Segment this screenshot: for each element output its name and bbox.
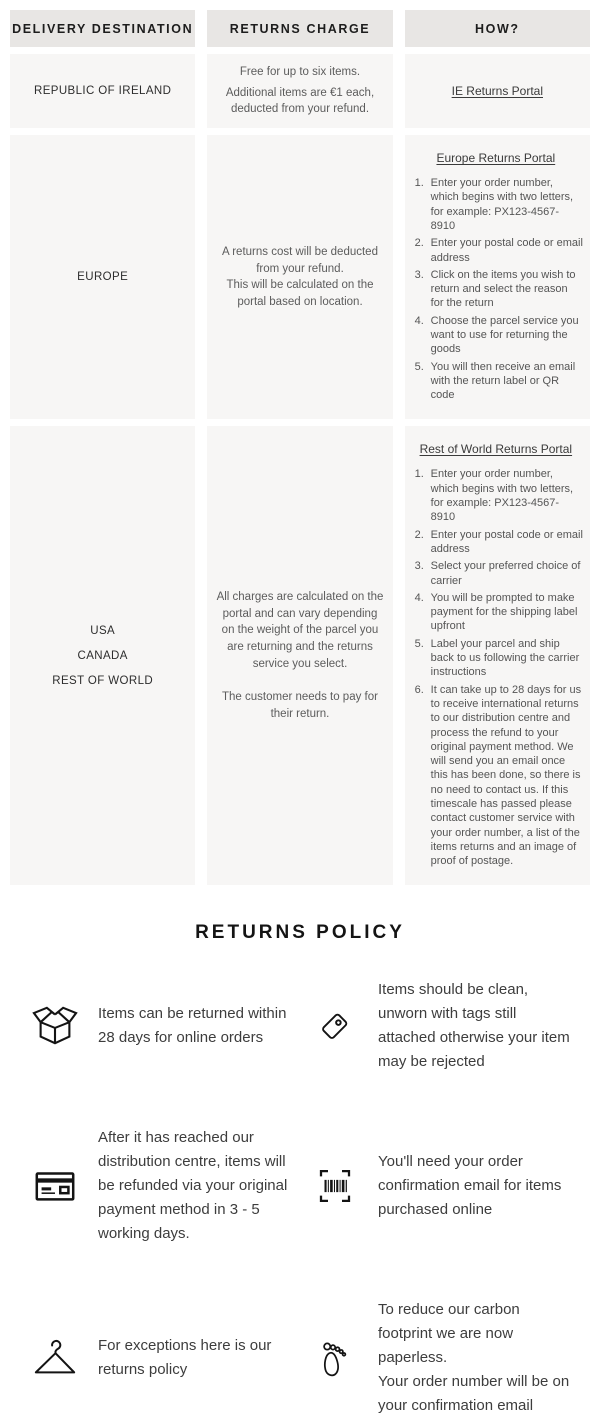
charge-line: This will be calculated on the portal based on location. (226, 279, 374, 308)
policy-text (378, 978, 578, 1074)
cell-how-ireland (405, 54, 590, 128)
col-header-returns-charge: RETURNS CHARGE (207, 10, 392, 47)
policy-item-clean-unworn (312, 978, 578, 1074)
price-tag-icon (312, 1005, 358, 1047)
cell-how-europe (405, 135, 590, 419)
charge-line: All charges are calculated on the portal and can vary depending on the weight of the parcel you are returning and the returns service you select. (216, 591, 384, 670)
step-item: Label your parcel and ship back to us following the carrier instructions (430, 637, 580, 679)
barcode-icon (312, 1165, 358, 1207)
policy-item-order-confirmation (312, 1150, 578, 1222)
step-item: It can take up to 28 days for us to receive international returns to our distribution centre and process the refund to your original payment method. We will send you an email once this has been done, so there is no need to contact us. If this timescale has passed please contact customer service with your order number, a list of the items returns and an image of proof of postage. (430, 683, 582, 868)
cell-how-rest-of-world (405, 426, 590, 885)
step-item: Select your preferred choice of carrier (430, 560, 581, 587)
step-item: Click on the items you wish to return and select the reason for the return (430, 268, 576, 310)
step-item: Choose the parcel service you want to use for returning the goods (430, 314, 579, 356)
europe-returns-steps (409, 176, 583, 402)
policy-line: After it has reached our distribution centre, items will be refunded via your original payment method in 3 - 5 working days. (98, 1129, 288, 1243)
policy-text (98, 1126, 298, 1246)
policy-line: Items can be returned within 28 days for online orders (98, 1005, 287, 1047)
credit-card-icon (32, 1163, 78, 1209)
destination-label: REPUBLIC OF IRELAND (34, 85, 172, 97)
policy-text (98, 1334, 298, 1382)
cell-destination-ireland (10, 54, 195, 128)
policy-line: For exceptions here is our returns policy (98, 1337, 272, 1379)
policy-text (98, 1002, 298, 1050)
cell-destination-europe (10, 135, 195, 419)
cell-charge-ireland (207, 54, 392, 128)
rest-of-world-returns-portal-link[interactable]: Rest of World Returns Portal (419, 442, 573, 457)
policy-line: You'll need your order confirmation email for items purchased online (378, 1153, 562, 1219)
returns-policy-grid (0, 978, 600, 1418)
cell-destination-rest-of-world (10, 426, 195, 885)
destination-label: CANADA (77, 649, 128, 662)
ie-returns-portal-link[interactable]: IE Returns Portal (451, 84, 543, 98)
rest-of-world-returns-steps (409, 467, 583, 868)
policy-text (378, 1150, 578, 1222)
destination-label: REST OF WORLD (52, 674, 154, 687)
policy-item-28-days (32, 1002, 298, 1050)
charge-line: Additional items are €1 each, deducted from your refund. (225, 86, 375, 116)
step-item: You will be prompted to make payment for the shipping label upfront (430, 591, 578, 633)
step-item: You will then receive an email with the return label or QR code (430, 360, 576, 402)
footprint-icon (312, 1336, 358, 1380)
cell-charge-rest-of-world (207, 426, 392, 885)
step-item: Enter your order number, which begins with two letters, for example: PX123-4567-8910 (430, 468, 574, 524)
col-header-how: HOW? (405, 10, 590, 47)
step-item: Enter your postal code or email address (430, 237, 583, 264)
col-header-delivery-destination: DELIVERY DESTINATION (10, 10, 195, 47)
policy-text (378, 1298, 578, 1418)
open-box-icon (32, 1003, 78, 1049)
policy-item-refund-method (32, 1126, 298, 1246)
policy-line: Your order number will be on your confirmation email (378, 1373, 570, 1415)
step-item: Enter your postal code or email address (430, 528, 583, 555)
europe-returns-portal-link[interactable]: Europe Returns Portal (436, 151, 556, 166)
charge-line: A returns cost will be deducted from your refund. (222, 245, 378, 275)
policy-line: To reduce our carbon footprint we are now paperless. (378, 1301, 520, 1367)
cell-charge-europe (207, 135, 392, 419)
step-item: Enter your order number, which begins with two letters, for example: PX123-4567-8910 (430, 177, 574, 232)
charge-line: Free for up to six items. (239, 66, 361, 78)
destination-label: USA (90, 624, 116, 637)
policy-item-exceptions (32, 1334, 298, 1382)
hanger-icon (32, 1335, 78, 1381)
policy-line: Items should be clean, unworn with tags still attached otherwise your item may be rejected (378, 981, 570, 1071)
returns-policy-title: RETURNS POLICY (195, 922, 405, 944)
charge-line: The customer needs to pay for their return. (222, 691, 378, 721)
policy-item-paperless (312, 1298, 578, 1418)
destination-label: EUROPE (77, 271, 129, 284)
